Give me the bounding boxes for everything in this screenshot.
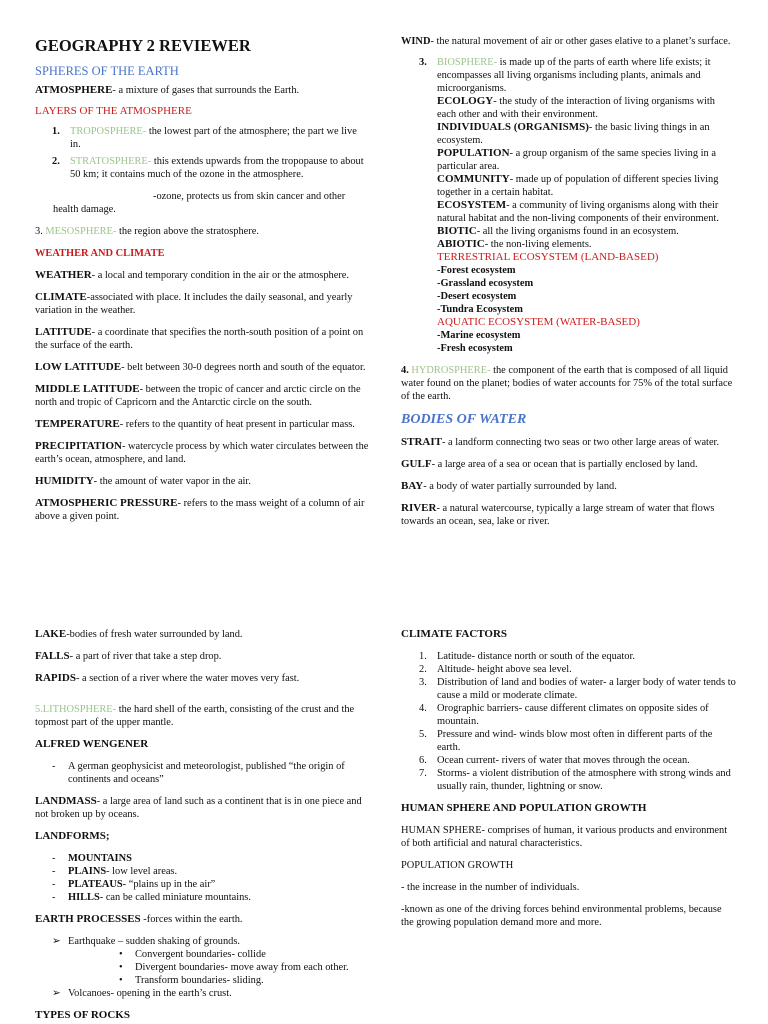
term-individuals: INDIVIDUALS (ORGANISMS)- the basic living things in an ecosystem. [437, 121, 710, 146]
biosphere-item: 3. BIOSPHERE- is made up of the parts of earth where life exists; it encompasses all living organisms including plants, animals and microorganisms. [419, 57, 711, 94]
term-temperature: TEMPERATURE- refers to the quantity of heat present in particular mass. [35, 418, 355, 430]
term-lake: LAKE-bodies of fresh water surrounded by land. [35, 628, 243, 640]
biosphere-terms [401, 95, 736, 355]
layer-mesosphere: 3. MESOSPHERE- the region above the stratosphere. [35, 226, 259, 237]
right-top-column [401, 35, 736, 528]
hydrosphere-item: 4. HYDROSPHERE- the component of the earth that is composed of all liquid water found on the planet; bodies of water accounts for 75% of the total surface of the earth. [401, 365, 733, 402]
term-wind: WIND- the natural movement of air or other gases elative to a planet’s surface. [401, 36, 731, 47]
ecosystem-desert: -Desert ecosystem [437, 291, 517, 302]
term-middle-latitude: MIDDLE LATITUDE- between the tropic of cancer and arctic circle on the north and tropic of Capricorn and the Antarctic circle on the south. [35, 383, 361, 408]
right-bottom-column [401, 628, 736, 929]
population-growth-def: - the increase in the number of individuals. [401, 882, 580, 893]
left-bottom-column [35, 628, 370, 1022]
term-climate: CLIMATE-associated with place. It includes the daily seasonal, and yearly variation in the weather. [35, 291, 353, 316]
page-title: GEOGRAPHY 2 REVIEWER [35, 36, 251, 55]
human-sphere-def: HUMAN SPHERE- comprises of human, it various products and environment of both artificial and natural characteristics. [401, 825, 728, 849]
arrow-bullet-icon: ➢ [52, 936, 61, 947]
ecosystem-forest: -Forest ecosystem [437, 265, 516, 276]
aquatic-heading: AQUATIC ECOSYSTEM (WATER-BASED) [437, 316, 640, 328]
ecosystem-fresh: -Fresh ecosystem [437, 343, 513, 354]
climate-factor: 6. Ocean current- rivers of water that moves through the ocean. [419, 755, 690, 766]
boundary-convergent: • Convergent boundaries- collide [119, 949, 266, 960]
term-rapids: RAPIDS- a section of a river where the water moves very fast. [35, 672, 300, 684]
volcanoes-item: ➢ Volcanoes- opening in the earth’s crust. [52, 988, 232, 999]
landform-plateaus: - PLATEAUS- “plains up in the air” [52, 879, 216, 890]
term-biotic: BIOTIC- all the living organisms found in an ecosystem. [437, 225, 679, 237]
term-precipitation: PRECIPITATION- watercycle process by which water circulates between the earth’s ocean, atmosphere, and land. [35, 440, 369, 465]
bodies-of-water-heading: BODIES OF WATER [401, 412, 527, 427]
earthquake-item: ➢ Earthquake – sudden shaking of grounds. [52, 936, 240, 947]
climate-factor: 7. Storms- a violent distribution of the atmosphere with strong winds and usually rain, thunder, lightning or snow. [419, 768, 731, 792]
term-population: POPULATION- a group organism of the same species living in a particular area. [437, 147, 716, 172]
arrow-bullet-icon: ➢ [52, 988, 61, 999]
ozone-note-cont: health damage. [53, 204, 116, 215]
ecosystem-marine: -Marine ecosystem [437, 330, 521, 341]
term-ecology: ECOLOGY- the study of the interaction of living organisms with each other and with their environment. [437, 95, 715, 120]
term-gulf: GULF- a large area of a sea or ocean that is partially enclosed by land. [401, 458, 698, 470]
term-weather: WEATHER- a local and temporary condition in the air or the atmosphere. [35, 269, 350, 281]
left-top-column [35, 36, 370, 523]
population-growth-heading: POPULATION GROWTH [401, 860, 514, 871]
term-community: COMMUNITY- made up of population of different species living together in a certain habitat. [437, 173, 719, 198]
climate-factors-list [401, 650, 736, 793]
landforms-heading: LANDFORMS; [35, 830, 110, 842]
term-latitude: LATITUDE- a coordinate that specifies the north-south position of a point on the surface of the earth. [35, 326, 364, 351]
layers-heading: LAYERS OF THE ATMOSPHERE [35, 105, 192, 117]
climate-factor: 5. Pressure and wind- winds blow most often in different parts of the earth. [419, 729, 713, 753]
climate-factors-heading: CLIMATE FACTORS [401, 628, 508, 640]
boundaries-list [35, 948, 370, 987]
landform-mountains: - MOUNTAINS [52, 853, 132, 864]
landform-hills: - HILLS- can be called miniature mountains. [52, 892, 251, 903]
term-bay: BAY- a body of water partially surrounded by land. [401, 480, 617, 492]
climate-factor: 3. Distribution of land and bodies of water- a larger body of water tends to cause a mild or moderate climate. [419, 677, 736, 701]
term-low-latitude: LOW LATITUDE- belt between 30-0 degrees north and south of the equator. [35, 361, 366, 373]
climate-factor: 4. Orographic barriers- cause different climates on opposite sides of mountain. [419, 703, 709, 727]
ozone-note: -ozone, protects us from skin cancer and other [153, 191, 346, 202]
boundary-divergent: • Divergent boundaries- move away from each other. [119, 962, 349, 973]
terrestrial-heading: TERRESTRIAL ECOSYSTEM (LAND-BASED) [437, 251, 659, 263]
wegener-heading: ALFRED WENGENER [35, 738, 149, 750]
ecosystem-tundra: -Tundra Ecosystem [437, 304, 523, 315]
term-landmass: LANDMASS- a large area of land such as a continent that is in one piece and not broken up by oceans. [35, 795, 362, 820]
climate-factor: 1. Latitude- distance north or south of the equator. [419, 651, 635, 662]
lithosphere-item: 5.LITHOSPHERE- the hard shell of the earth, consisting of the crust and the topmost part of the upper mantle. [35, 704, 355, 728]
layer-stratosphere: 2. STRATOSPHERE- this extends upwards from the tropopause to about 50 km; it contains much of the ozone in the atmosphere. [52, 156, 364, 180]
term-humidity: HUMIDITY- the amount of water vapor in the air. [35, 475, 251, 487]
climate-factor: 2. Altitude- height above sea level. [419, 664, 572, 675]
rocks-heading: TYPES OF ROCKS [35, 1009, 130, 1021]
population-growth-note: -known as one of the driving forces behind environmental problems, because the growing population demand more and more. [401, 904, 722, 928]
human-sphere-heading: HUMAN SPHERE AND POPULATION GROWTH [401, 802, 647, 814]
weather-climate-heading: WEATHER AND CLIMATE [35, 248, 165, 259]
term-river: RIVER- a natural watercourse, typically a large stream of water that flows towards an ocean, sea, lake or river. [401, 502, 715, 527]
wegener-item: - A german geophysicist and meteorologist, published “the origin of continents and oceans” [52, 761, 345, 785]
term-atmospheric-pressure: ATMOSPHERIC PRESSURE- refers to the mass weight of a column of air above a given point. [35, 497, 365, 522]
layer-troposphere: 1. TROPOSPHERE- the lowest part of the atmosphere; the part we live in. [52, 126, 357, 150]
term-strait: STRAIT- a landform connecting two seas or two other large areas of water. [401, 436, 720, 448]
term-abiotic: ABIOTIC- the non-living elements. [437, 238, 592, 250]
term-falls: FALLS- a part of river that take a step drop. [35, 650, 222, 662]
earth-processes: EARTH PROCESSES -forces within the earth. [35, 913, 243, 925]
landforms-list [35, 852, 370, 904]
ecosystem-grassland: -Grassland ecosystem [437, 278, 534, 289]
atmosphere-term: ATMOSPHERE- a mixture of gases that surrounds the Earth. [35, 84, 300, 96]
spheres-heading: SPHERES OF THE EARTH [35, 64, 179, 78]
landform-plains: - PLAINS- low level areas. [52, 866, 178, 877]
term-ecosystem: ECOSYSTEM- a community of living organisms along with their natural habitat and the non-living components of their environment. [437, 199, 719, 224]
boundary-transform: • Transform boundaries- sliding. [119, 975, 264, 986]
